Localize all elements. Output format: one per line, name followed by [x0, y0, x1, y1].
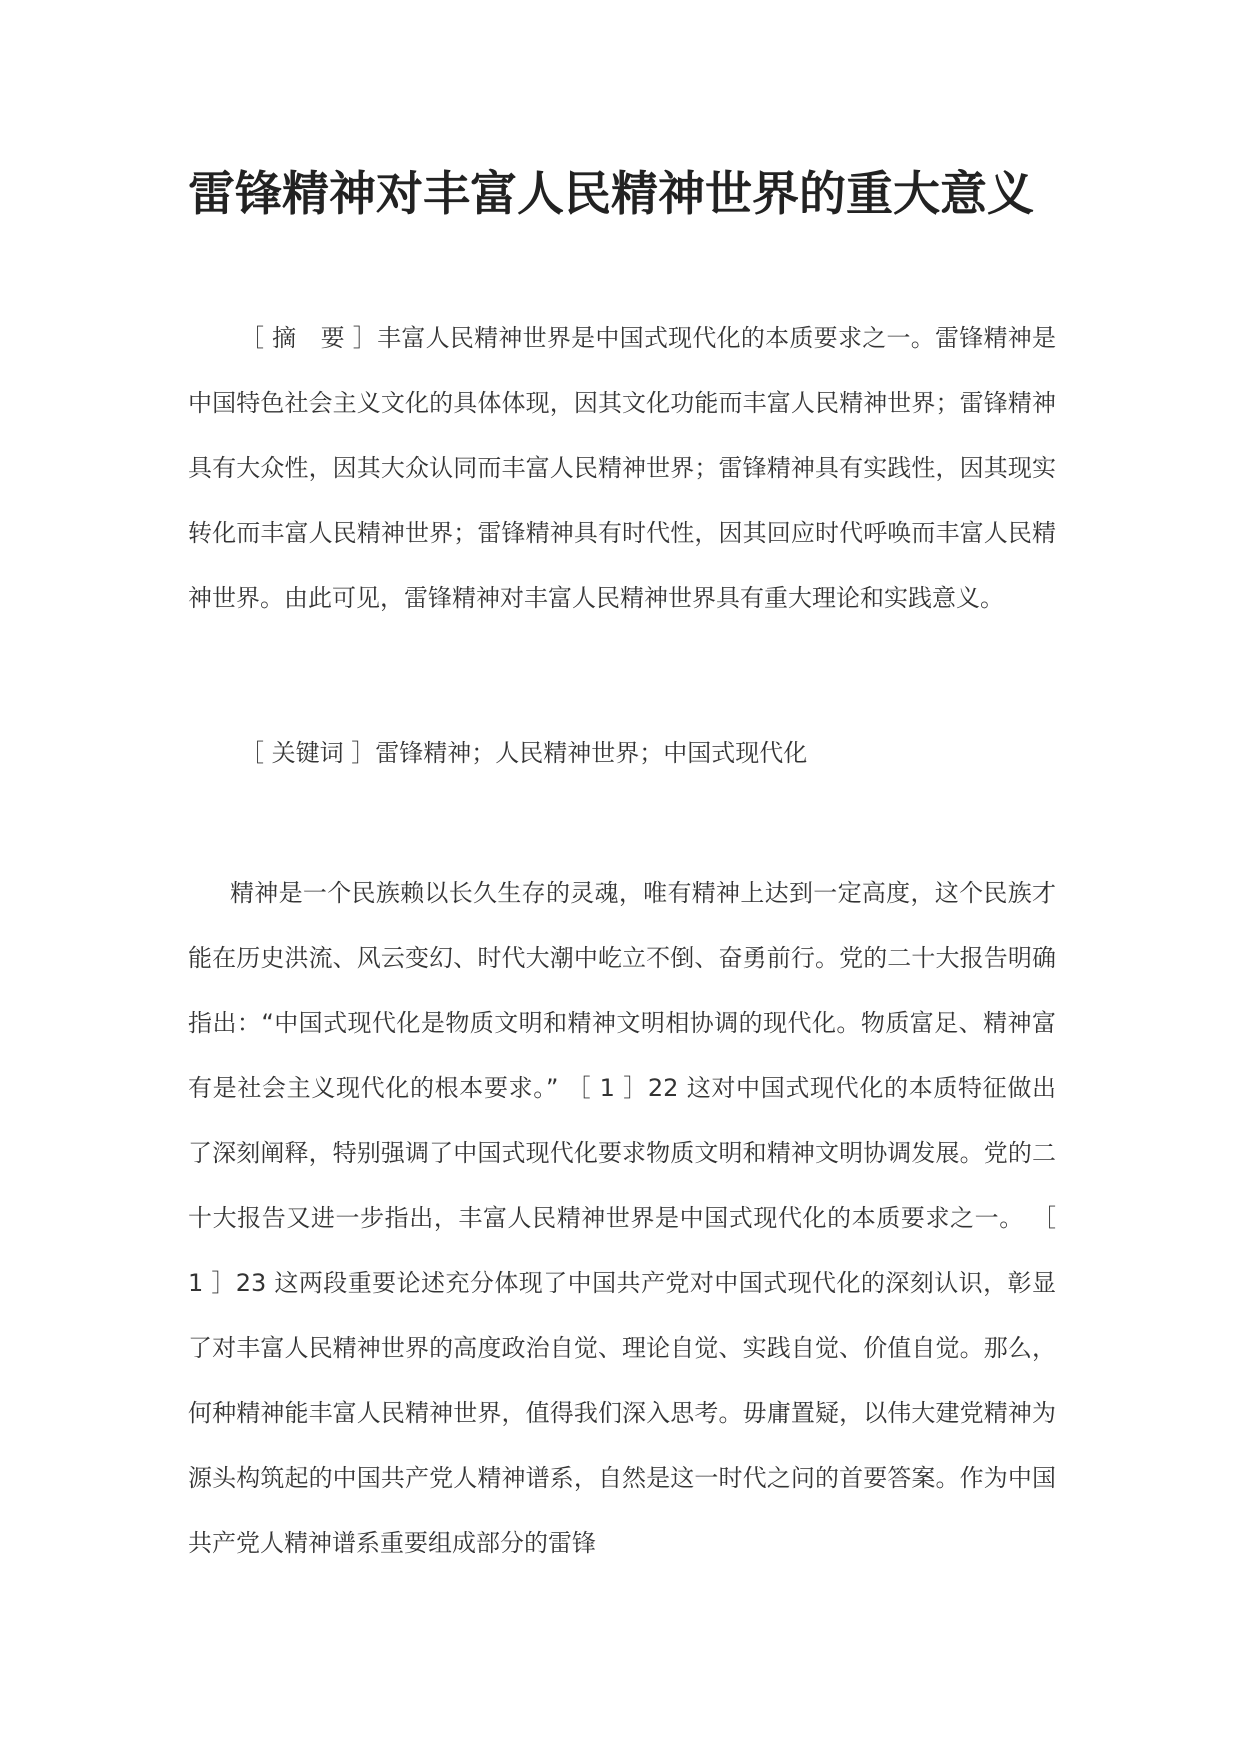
body-paragraph: 精神是一个民族赖以长久生存的灵魂，唯有精神上达到一定高度，这个民族才能在历史洪流、风云变幻、时代大潮中屹立不倒、奋勇前行。党的二十大报告明确指出：“中国式现代化是物质文明和精神文明相协调的现代化。物质富足、精神富有是社会主义现代化的根本要求。” ［ 1 ］22 这对中国式现代化的本质特征做出了深刻阐释，特别强调了中国式现代化要求物质文明和精神文明协调发展。党的二十大报告又进一步指出，丰富人民精神世界是中国式现代化的本质要求之一。 ［ 1 ］23 这两段重要论述充分体现了中国共产党对中国式现代化的深刻认识，彰显了对丰富人民精神世界的高度政治自觉、理论自觉、实践自觉、价值自觉。那么，何种精神能丰富人民精神世界，值得我们深入思考。毋庸置疑，以伟大建党精神为源头构筑起的中国共产党人精神谱系，自然是这一时代之问的首要答案。作为中国共产党人精神谱系重要组成部分的雷锋	[188, 879, 1056, 1557]
keywords-label: ［ 关键词 ］	[240, 739, 376, 767]
document-title: 雷锋精神对丰富人民精神世界的重大意义	[188, 167, 1034, 222]
abstract-label: ［ 摘 要 ］	[240, 324, 378, 352]
abstract-paragraph	[188, 306, 1056, 631]
keywords-text: 雷锋精神；人民精神世界；中国式现代化	[375, 739, 808, 767]
keywords-paragraph	[188, 721, 1056, 786]
abstract-text: 丰富人民精神世界是中国式现代化的本质要求之一。雷锋精神是中国特色社会主义文化的具体体现，因其文化功能而丰富人民精神世界；雷锋精神具有大众性，因其大众认同而丰富人民精神世界；雷锋精神具有实践性，因其现实转化而丰富人民精神世界；雷锋精神具有时代性，因其回应时代呼唤而丰富人民精神世界。由此可见，雷锋精神对丰富人民精神世界具有重大理论和实践意义。	[188, 324, 1056, 612]
